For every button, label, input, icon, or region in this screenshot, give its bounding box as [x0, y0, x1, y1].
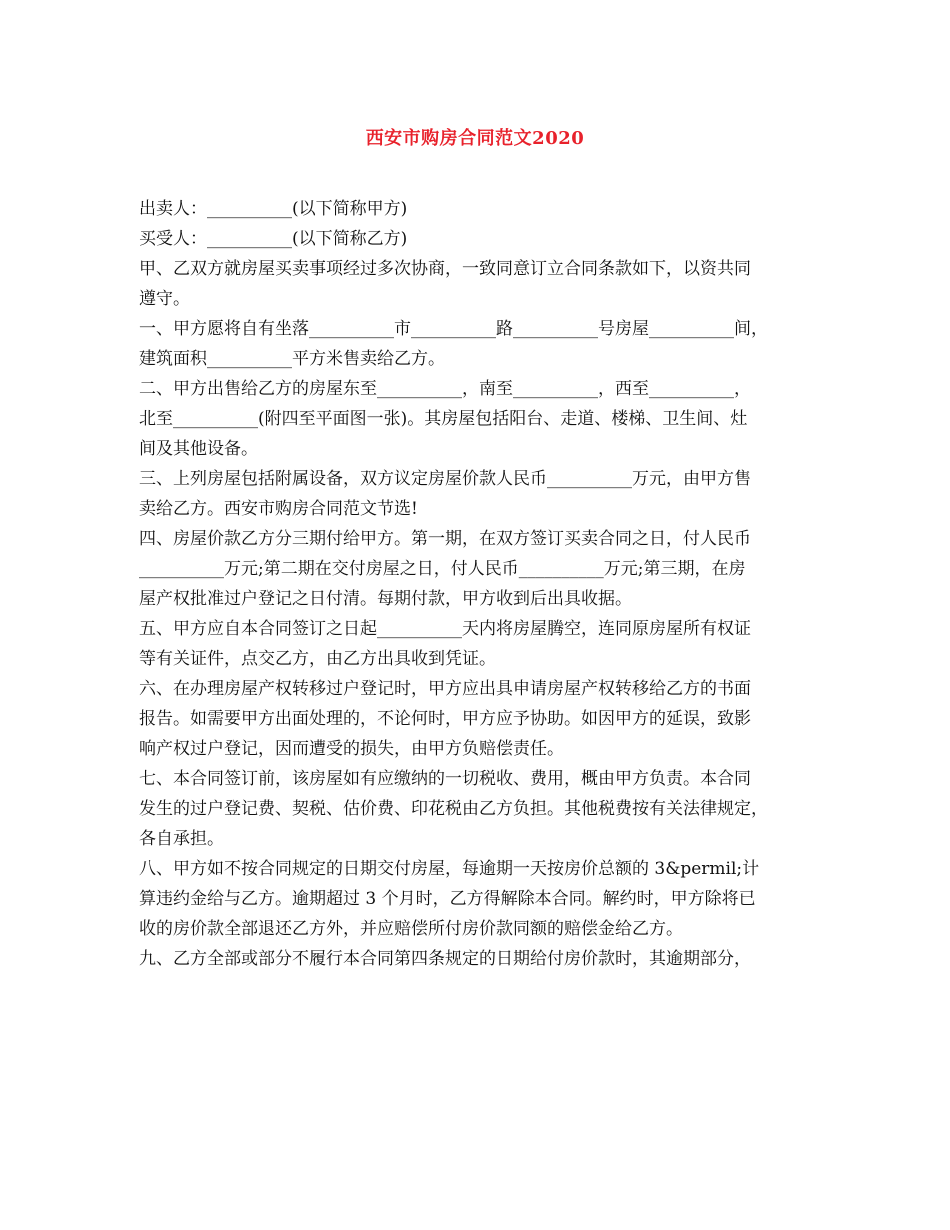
- text-line: 甲、乙双方就房屋买卖事项经过多次协商，一致同意订立合同条款如下，以资共同: [139, 259, 751, 279]
- text-line: 北至__________(附四至平面图一张)。其房屋包括阳台、走道、楼梯、卫生间、灶: [139, 409, 748, 429]
- text-line: 出卖人：__________(以下简称甲方): [139, 199, 408, 219]
- text-line: 报告。如需要甲方出面处理的，不论何时，甲方应予协助。如因甲方的延误，致影: [139, 709, 751, 729]
- text-line: 二、甲方出售给乙方的房屋东至__________，南至__________，西至__________，: [139, 379, 751, 399]
- text-line: 七、本合同签订前，该房屋如有应缴纳的一切税收、费用，概由甲方负责。本合同: [139, 769, 751, 789]
- text-line: 发生的过户登记费、契税、估价费、印花税由乙方负担。其他税费按有关法律规定，: [139, 799, 768, 819]
- text-line: 收的房价款全部退还乙方外，并应赔偿所付房价款同额的赔偿金给乙方。: [139, 919, 683, 939]
- text-line: 遵守。: [139, 289, 190, 309]
- text-line: 建筑面积__________平方米售卖给乙方。: [139, 349, 445, 369]
- text-line: 一、甲方愿将自有坐落__________市__________路__________号房屋__________间，: [139, 319, 768, 339]
- text-line: 八、甲方如不按合同规定的日期交付房屋，每逾期一天按房价总额的 3&permil;计: [139, 859, 760, 879]
- text-line: 响产权过户登记，因而遭受的损失，由甲方负赔偿责任。: [139, 739, 564, 759]
- text-line: 算违约金给与乙方。逾期超过 3 个月时，乙方得解除本合同。解约时，甲方除将已: [139, 889, 756, 909]
- text-line: 九、乙方全部或部分不履行本合同第四条规定的日期给付房价款时，其逾期部分，: [139, 949, 751, 969]
- text-line: 六、在办理房屋产权转移过户登记时，甲方应出具申请房屋产权转移给乙方的书面: [139, 679, 751, 699]
- text-line: __________万元;第二期在交付房屋之日，付人民币__________万元;第三期，在房: [139, 559, 746, 579]
- contract-body: [139, 194, 815, 974]
- text-line: 卖给乙方。西安市购房合同范文节选!: [139, 499, 418, 519]
- text-line: 各自承担。: [139, 829, 224, 849]
- text-line: 四、房屋价款乙方分三期付给甲方。第一期，在双方签订买卖合同之日，付人民币: [139, 529, 751, 549]
- text-line: 间及其他设备。: [139, 439, 258, 459]
- text-line: 等有关证件，点交乙方，由乙方出具收到凭证。: [139, 649, 496, 669]
- document-title: 西安市购房合同范文2020: [365, 128, 585, 149]
- text-line: 三、上列房屋包括附属设备，双方议定房屋价款人民币__________万元，由甲方售: [139, 469, 751, 489]
- text-line: 屋产权批准过户登记之日付清。每期付款，甲方收到后出具收据。: [139, 589, 632, 609]
- text-line: 买受人：__________(以下简称乙方): [139, 229, 408, 249]
- text-line: 五、甲方应自本合同签订之日起__________天内将房屋腾空，连同原房屋所有权证: [139, 619, 751, 639]
